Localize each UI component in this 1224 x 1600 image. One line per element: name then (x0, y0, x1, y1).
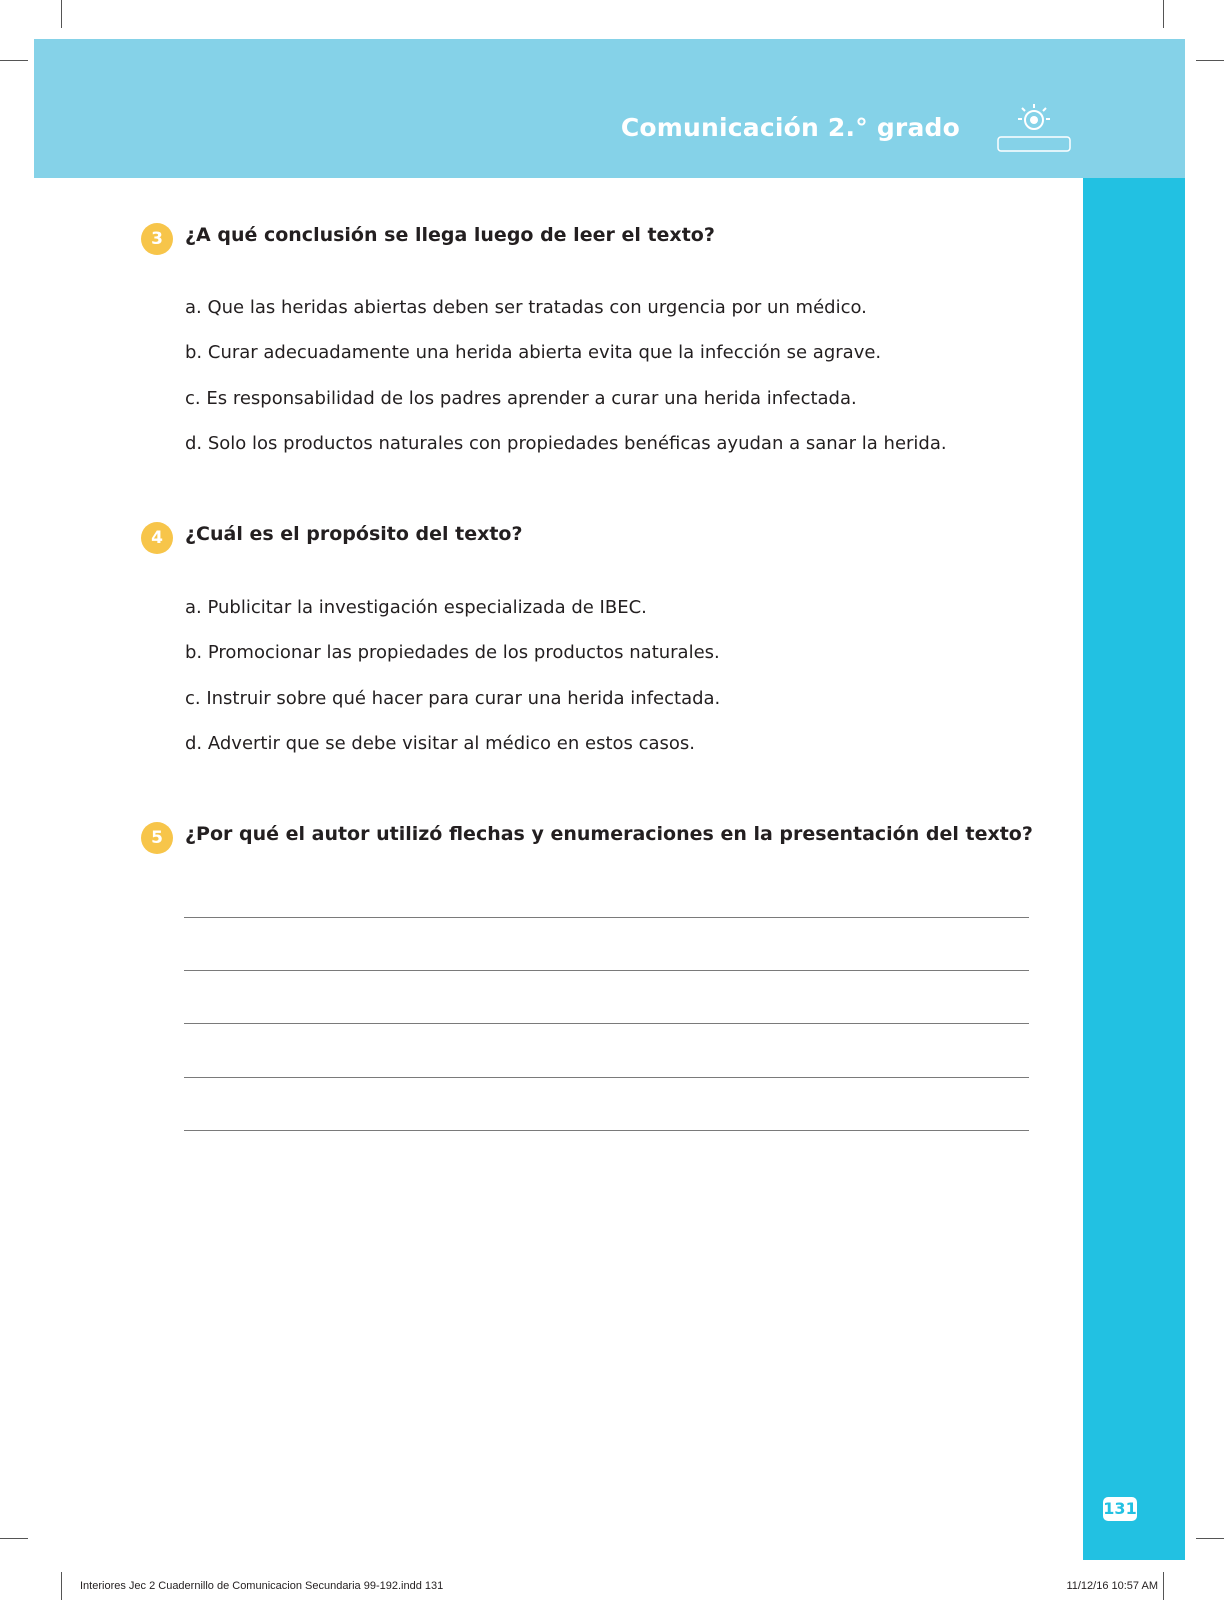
answer-line[interactable] (184, 970, 1029, 971)
footer-file-info: Interiores Jec 2 Cuadernillo de Comunicacion Secundaria 99-192.indd 131 (80, 1580, 444, 1592)
answer-option: a. Que las heridas abiertas deben ser tratadas con urgencia por un médico. (185, 297, 867, 318)
answer-option: c. Es responsabilidad de los padres aprender a curar una herida infectada. (185, 388, 857, 409)
question-title: ¿Por qué el autor utilizó flechas y enumeraciones en la presentación del texto? (185, 823, 1033, 845)
question-number-badge: 3 (141, 223, 173, 255)
page-number: 131 (1103, 1497, 1137, 1521)
crop-mark (1196, 60, 1224, 61)
jornada-escolar-completa-logo (994, 100, 1074, 160)
answer-option: b. Curar adecuadamente una herida abierta evita que la infección se agrave. (185, 342, 882, 363)
answer-option: d. Advertir que se debe visitar al médico en estos casos. (185, 733, 696, 754)
answer-option: a. Publicitar la investigación especializada de IBEC. (185, 597, 647, 618)
crop-mark (0, 60, 28, 61)
crop-mark (61, 1572, 62, 1600)
answer-option: c. Instruir sobre qué hacer para curar una herida infectada. (185, 688, 721, 709)
answer-line[interactable] (184, 917, 1029, 918)
crop-mark (1163, 0, 1164, 28)
header-title: Comunicación 2.° grado (620, 113, 960, 142)
footer-timestamp: 11/12/16 10:57 AM (1066, 1580, 1158, 1592)
answer-option: b. Promocionar las propiedades de los productos naturales. (185, 642, 720, 663)
question-title: ¿Cuál es el propósito del texto? (185, 523, 523, 545)
question-number-badge: 4 (141, 522, 173, 554)
question-number-badge: 5 (141, 822, 173, 854)
answer-line[interactable] (184, 1077, 1029, 1078)
crop-mark (1196, 1538, 1224, 1539)
answer-line[interactable] (184, 1130, 1029, 1131)
answer-line[interactable] (184, 1023, 1029, 1024)
crop-mark (61, 0, 62, 28)
crop-mark (1163, 1572, 1164, 1600)
answer-option: d. Solo los productos naturales con propiedades benéficas ayudan a sanar la herida. (185, 433, 947, 454)
crop-mark (0, 1538, 28, 1539)
side-strip (1083, 178, 1185, 1560)
question-title: ¿A qué conclusión se llega luego de leer el texto? (185, 224, 715, 246)
